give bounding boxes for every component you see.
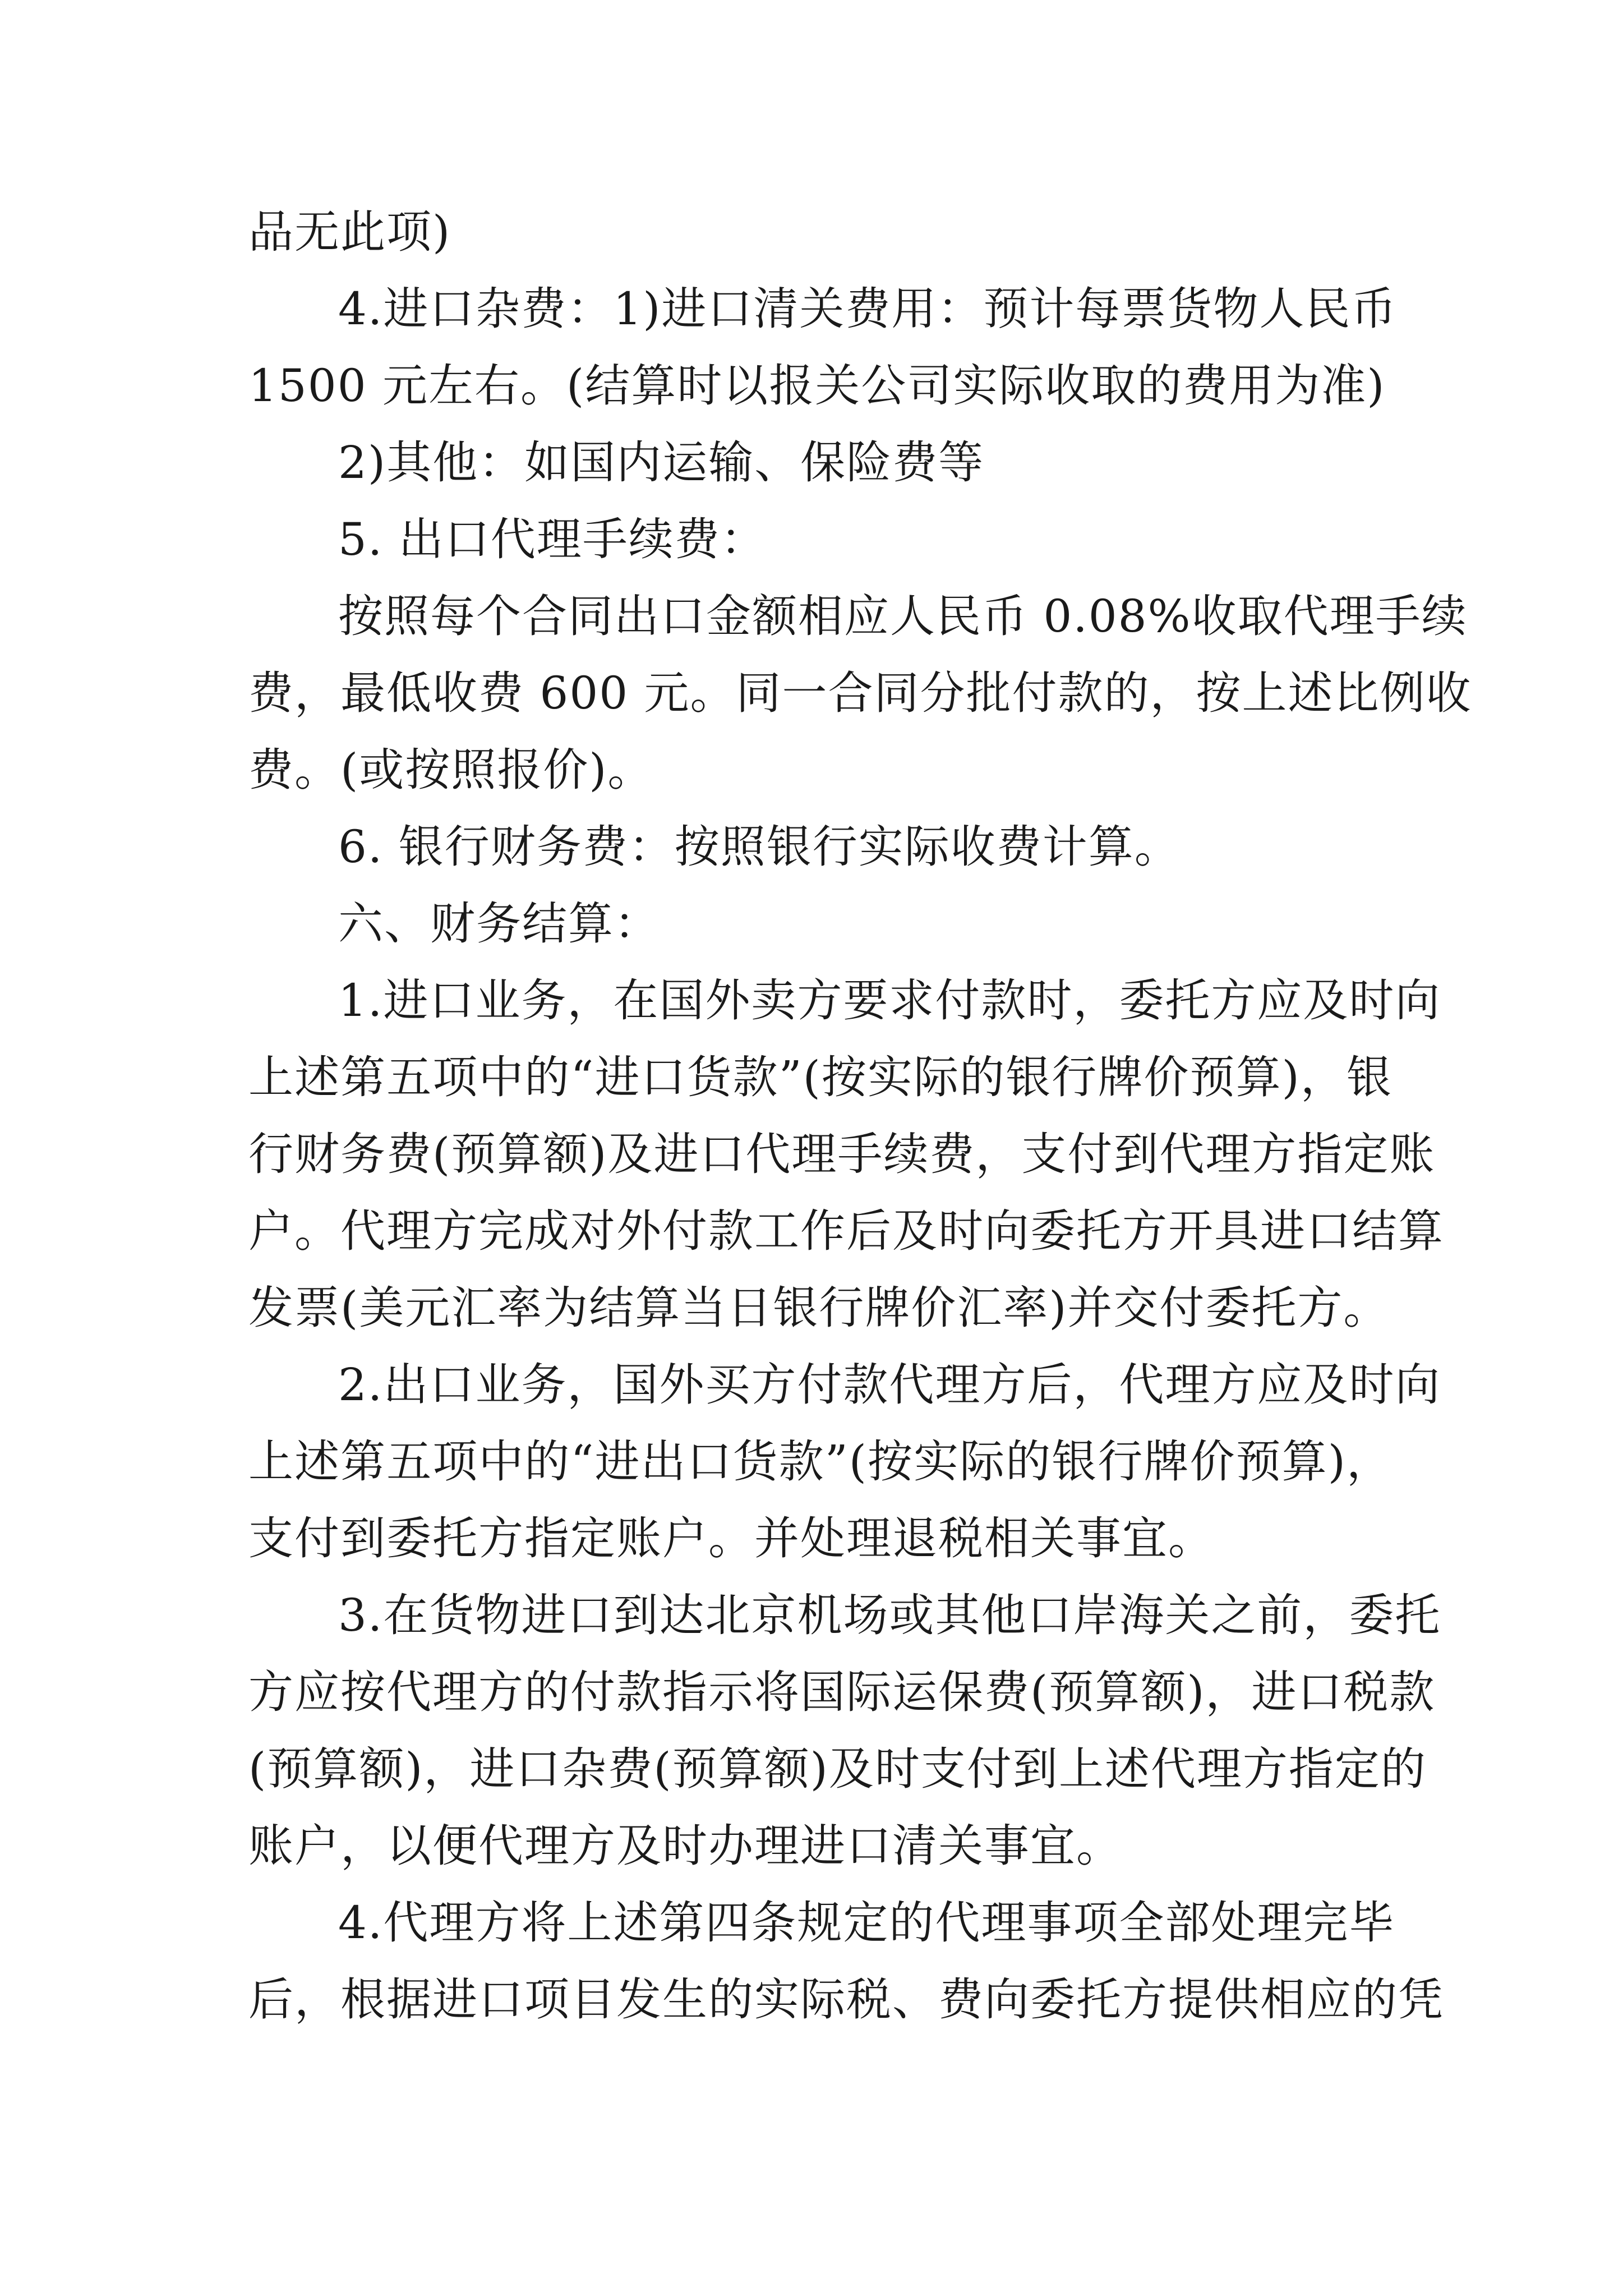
text-line: 4.代理方将上述第四条规定的代理事项全部处理完毕 [338, 1897, 1395, 1949]
section-heading: 六、财务结算： [338, 898, 660, 950]
text-line: 1500 元左右。(结算时以报关公司实际收取的费用为准) [248, 360, 1386, 412]
text-line: 6. 银行财务费：按照银行实际收费计算。 [338, 821, 1181, 873]
text-line: 品无此项) [248, 206, 451, 258]
text-line: 上述第五项中的“进出口货款”(按实际的银行牌价预算)， [248, 1435, 1393, 1488]
text-line: 账户，以便代理方及时办理进口清关事宜。 [248, 1820, 1122, 1872]
text-line: 上述第五项中的“进口货款”(按实际的银行牌价预算)，银 [248, 1051, 1393, 1103]
text-line: 2)其他：如国内运输、保险费等 [338, 436, 985, 489]
text-line: 发票(美元汇率为结算当日银行牌价汇率)并交付委托方。 [248, 1282, 1390, 1334]
text-line: 费，最低收费 600 元。同一合同分批付款的，按上述比例收 [248, 667, 1472, 719]
text-line: 按照每个合同出口金额相应人民币 0.08%收取代理手续 [338, 590, 1468, 642]
section-heading: 5. 出口代理手续费： [338, 513, 767, 565]
text-line: 后，根据进口项目发生的实际税、费向委托方提供相应的凭 [248, 1973, 1444, 2026]
text-line: 3.在货物进口到达北京机场或其他口岸海关之前，委托 [338, 1589, 1441, 1641]
text-line: 支付到委托方指定账户。并处理退税相关事宜。 [248, 1512, 1214, 1565]
text-line: 户。代理方完成对外付款工作后及时向委托方开具进口结算 [248, 1205, 1444, 1257]
text-line: 2.出口业务，国外买方付款代理方后，代理方应及时向 [338, 1359, 1441, 1411]
text-line: 方应按代理方的付款指示将国际运保费(预算额)，进口税款 [248, 1666, 1436, 1718]
document-body [248, 194, 1472, 2038]
text-line: 行财务费(预算额)及进口代理手续费，支付到代理方指定账 [248, 1128, 1436, 1180]
text-line: (预算额)，进口杂费(预算额)及时支付到上述代理方指定的 [248, 1743, 1427, 1795]
text-line: 4.进口杂费：1)进口清关费用：预计每票货物人民币 [338, 283, 1398, 335]
text-line: 1.进口业务，在国外卖方要求付款时，委托方应及时向 [338, 974, 1441, 1027]
text-line: 费。(或按照报价)。 [248, 744, 654, 796]
